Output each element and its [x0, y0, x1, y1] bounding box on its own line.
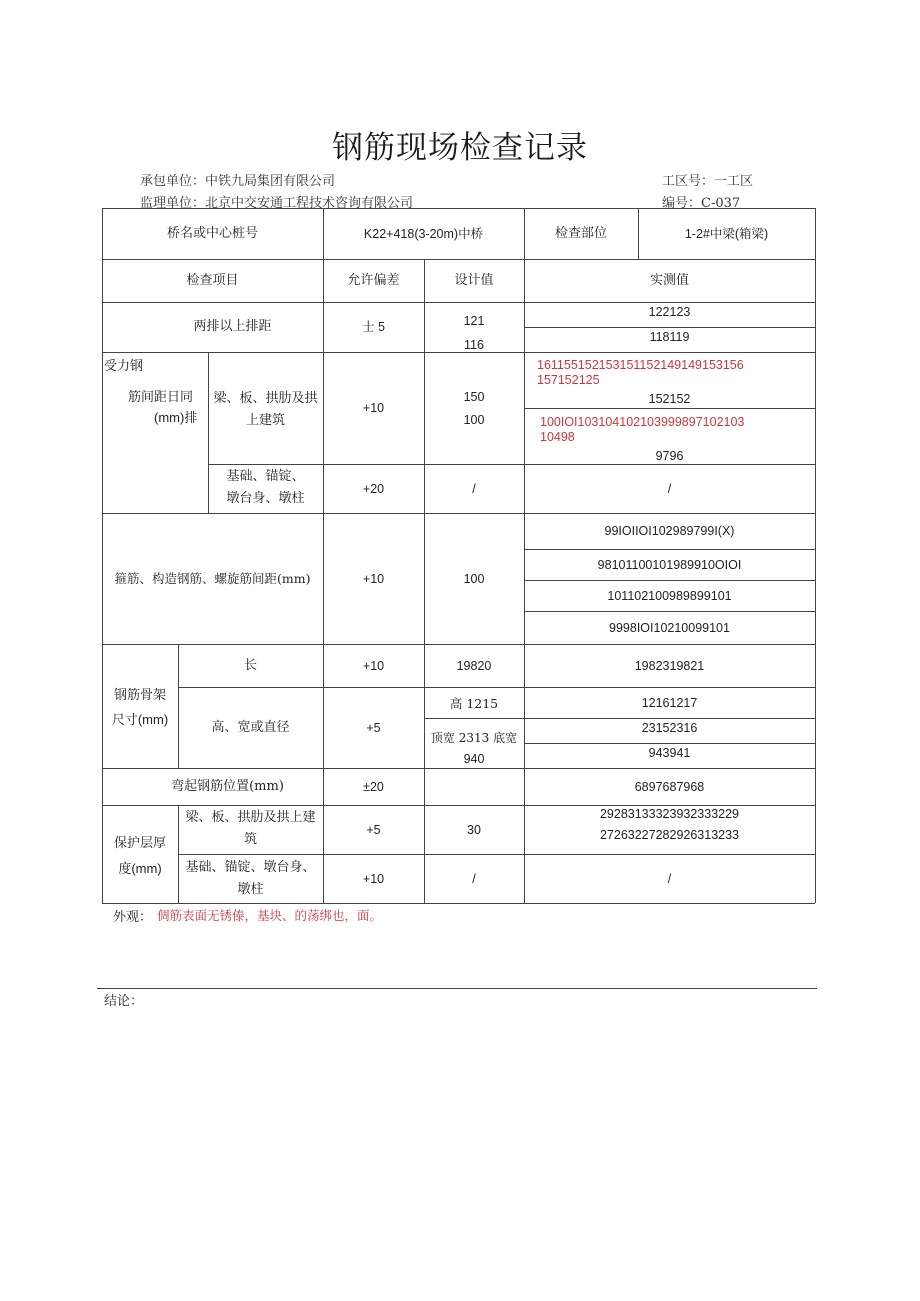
- cage-length-tolerance: +10: [362, 658, 385, 673]
- cover-beam-tolerance: +5: [366, 822, 381, 837]
- contractor-info: 承包单位：中铁九局集团有限公司: [140, 174, 336, 189]
- two-rows-tolerance: 士 5: [362, 320, 385, 334]
- beam-label: 梁、板、拱肋及拱 上建筑: [213, 391, 318, 428]
- cover-beam-measured-2: 27263227282926313233: [599, 828, 740, 842]
- two-rows-design-1: 121: [463, 314, 485, 328]
- cage-length-design: 19820: [456, 658, 492, 673]
- cover-foundation-design: /: [472, 871, 476, 886]
- stirrup-measured-2: 98101100101989910OIOI: [597, 557, 742, 572]
- cover-beam-measured-1: 29283133323932333229: [599, 807, 740, 821]
- foundation-tolerance: +20: [362, 481, 385, 496]
- beam-measured-5: 10498: [540, 430, 575, 444]
- appearance-label: 外观：: [113, 910, 153, 925]
- beam-tolerance: +10: [362, 401, 385, 415]
- column-header-item: 检查项目: [186, 272, 239, 288]
- beam-measured-3: 152152: [648, 392, 691, 406]
- beam-measured-6: 9796: [655, 449, 684, 463]
- cage-height-measured-2: 23152316: [641, 721, 698, 735]
- inspection-part-label: 检查部位: [554, 225, 607, 241]
- conclusion-label: 结论：: [104, 994, 144, 1009]
- bent-rebar-tolerance: ±20: [363, 779, 384, 794]
- foundation-design: /: [472, 481, 476, 496]
- column-header-measured: 实测值: [649, 272, 689, 288]
- foundation-measured: /: [667, 481, 672, 496]
- cage-group-label: 钢筋骨架 尺寸(mm): [111, 688, 169, 727]
- bridge-name-label: 桥名或中心桩号: [166, 225, 258, 241]
- two-rows-measured-2: 118119: [649, 330, 690, 344]
- cover-beam-label: 梁、板、拱肋及拱上建 筑: [185, 810, 316, 847]
- cage-height-measured-1: 12161217: [641, 695, 698, 710]
- cage-length-measured: 1982319821: [634, 658, 705, 673]
- cage-height-design-1: 高 1215: [449, 696, 499, 711]
- inspection-part-value: 1-2#中梁(箱梁): [684, 226, 769, 241]
- beam-measured-4: 100IOI103104102103999897102103: [540, 415, 745, 429]
- main-rebar-group-label: 受力钢: [104, 359, 144, 374]
- main-rebar-unit-label: (mm)排: [154, 410, 198, 425]
- beam-design-2: 100: [463, 413, 485, 427]
- column-header-tolerance: 允许偏差: [347, 272, 400, 288]
- cage-height-tolerance: +5: [366, 720, 381, 735]
- section-info: 工区号：一工区: [662, 174, 754, 189]
- beam-measured-2: 157152125: [537, 373, 600, 387]
- record-number: 编号：C-037: [662, 196, 741, 211]
- beam-measured-1: 161155152153151152149149153156: [537, 358, 744, 372]
- conclusion-divider: [97, 988, 817, 989]
- cover-foundation-label: 基础、锚锭、墩台身、 墩柱: [185, 860, 316, 897]
- stirrup-measured-3: 101102100989899101: [607, 588, 732, 603]
- bent-rebar-label: 弯起钢筋位置(mm): [171, 778, 284, 794]
- bent-rebar-design: [424, 768, 524, 805]
- cage-height-design-2: 顶宽 2313 底宽: [430, 731, 518, 745]
- cover-foundation-measured: /: [667, 871, 672, 886]
- page-title: 钢筋现场检查记录: [332, 130, 588, 166]
- cage-length-label: 长: [243, 657, 257, 673]
- two-rows-measured-1: 122123: [648, 305, 691, 319]
- column-header-design: 设计值: [454, 272, 494, 288]
- stirrup-tolerance: +10: [362, 571, 385, 586]
- stirrup-measured-1: 99IOIIOI102989799I(X): [604, 524, 735, 538]
- cage-height-design-3: 940: [463, 752, 485, 766]
- bridge-name-value: K22+418(3-20m)中桥: [363, 226, 484, 241]
- beam-design-1: 150: [463, 390, 485, 404]
- cover-group-label: 保护层厚 度(mm): [113, 836, 166, 876]
- foundation-label: 基础、锚锭、 墩台身、墩柱: [226, 469, 305, 506]
- stirrup-design: 100: [463, 571, 485, 586]
- cage-height-measured-3: 943941: [648, 746, 691, 760]
- stirrup-label: 箍筋、构造钢筋、螺旋筋间距(mm): [114, 570, 311, 586]
- two-rows-design-2: 116: [464, 338, 484, 352]
- appearance-value: 倜筋表面无锈傣，基块、的荡绑也，面。: [157, 908, 383, 923]
- cage-height-label: 高、宽或直径: [211, 719, 290, 735]
- cover-foundation-tolerance: +10: [362, 871, 385, 886]
- supervisor-info: 监理单位：北京中交安通工程技术咨询有限公司: [140, 196, 414, 211]
- stirrup-measured-4: 9998IOI10210099101: [609, 620, 730, 635]
- bent-rebar-measured: 6897687968: [634, 779, 705, 794]
- two-rows-spacing-label: 两排以上排距: [193, 319, 272, 334]
- main-rebar-spacing-label: 筋间距日同: [128, 390, 194, 405]
- cover-beam-design: 30: [467, 822, 481, 837]
